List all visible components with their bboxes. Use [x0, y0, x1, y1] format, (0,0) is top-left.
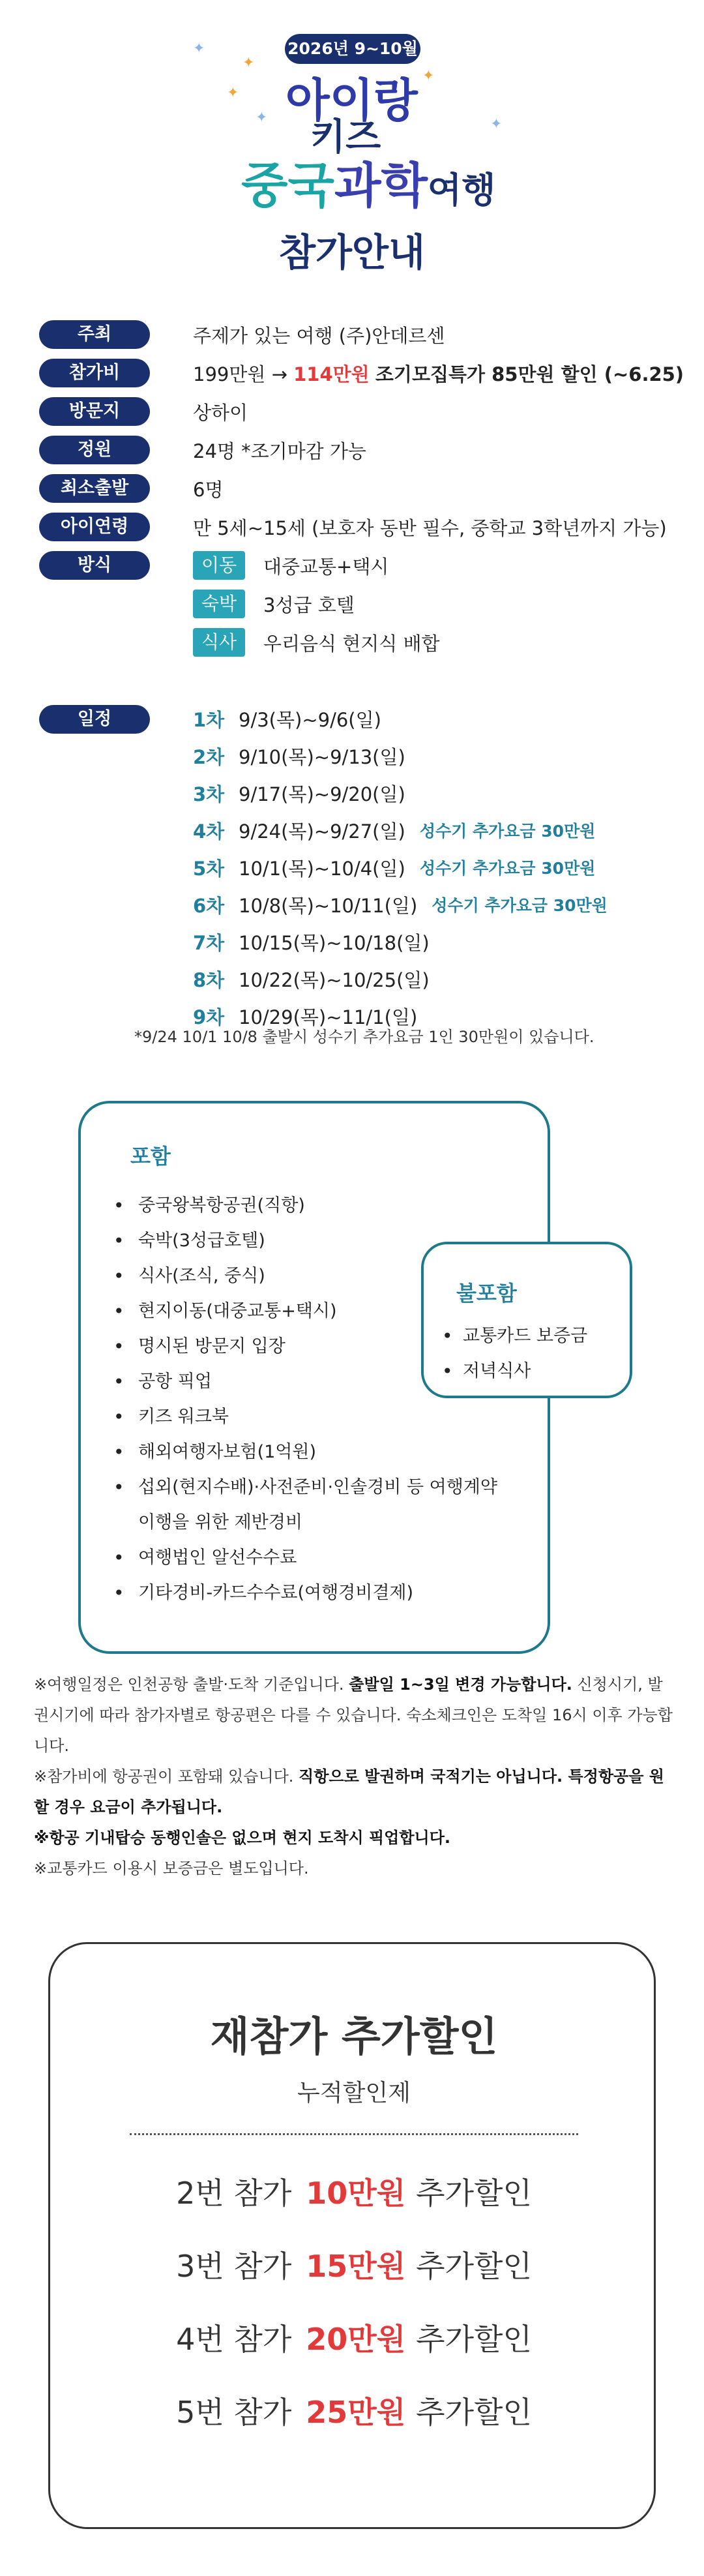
schedule-round: 7차	[193, 931, 225, 954]
schedule-row	[193, 704, 381, 733]
schedule-date: 10/1(목)~10/4(일)	[239, 857, 405, 880]
note-3	[34, 1823, 673, 1853]
sparkle-icon: ✦	[242, 55, 255, 71]
page-title: 참가안내	[278, 230, 426, 275]
date-pill: 2026년 9~10월	[285, 34, 420, 64]
schedule-round: 5차	[193, 857, 225, 880]
rediscount-title: 재참가 추가할인	[210, 2013, 498, 2060]
value-host: 주제가 있는 여행 (주)안데르센	[193, 324, 445, 347]
rediscount-amount: 25만원	[306, 2395, 406, 2430]
method-item	[193, 589, 355, 619]
schedule-date: 9/17(목)~9/20(일)	[239, 783, 405, 805]
note-4: ※교통카드 이용시 보증금은 별도입니다.	[34, 1859, 309, 1878]
note-1-b: 출발일 1~3일 변경 가능합니다.	[349, 1675, 572, 1694]
value-capacity: 24명 *조기마감 가능	[193, 440, 366, 462]
included-item: • 해외여행자보험(1억원)	[111, 1435, 515, 1470]
rediscount-suffix: 추가할인	[416, 2249, 532, 2284]
note-2	[34, 1761, 673, 1823]
value-fee	[193, 360, 684, 387]
schedule-surcharge-note: 성수기 추가요금 30만원	[419, 859, 596, 878]
fee-promo: 조기모집특가 85만원 할인 (~6.25)	[375, 363, 684, 385]
label-host: 주최	[39, 320, 150, 349]
included-item: • 현지이동(대중교통+택시)	[111, 1294, 515, 1329]
value-destination: 상하이	[193, 401, 248, 424]
schedule-row	[193, 853, 595, 882]
method-value: 대중교통+택시	[263, 555, 389, 578]
note-1-a: ※여행일정은 인천공항 출발·도착 기준입니다.	[34, 1675, 349, 1694]
method-tag: 식사	[193, 628, 245, 657]
excluded-item: • 교통카드 보증금	[438, 1319, 587, 1354]
rediscount-subtitle: 누적할인제	[297, 2080, 411, 2106]
rediscount-row	[50, 2389, 658, 2432]
included-title: 포함	[130, 1144, 171, 1169]
schedule-round: 3차	[193, 783, 225, 805]
label-schedule: 일정	[39, 705, 150, 734]
schedule-row	[193, 816, 595, 845]
info-row-fee	[39, 358, 684, 388]
method-value: 3성급 호텔	[263, 593, 355, 616]
included-item: • 여행법인 알선수수료	[111, 1540, 515, 1576]
fee-price: 114만원	[293, 363, 370, 385]
rediscount-count: 3번 참가	[176, 2249, 292, 2284]
schedule-date: 10/22(목)~10/25(일)	[239, 968, 430, 991]
included-item: • 식사(조식, 중식)	[111, 1259, 515, 1294]
rediscount-box	[48, 1942, 656, 2529]
fee-original: 199만원 →	[193, 363, 287, 385]
logo-line3-a: 중국	[241, 158, 334, 214]
schedule-date: 10/15(목)~10/18(일)	[239, 931, 430, 954]
info-row-host	[39, 320, 445, 350]
schedule-date: 9/3(목)~9/6(일)	[239, 708, 381, 731]
excluded-title: 불포함	[456, 1281, 517, 1306]
schedule-row	[193, 927, 430, 956]
schedule-round: 6차	[193, 894, 225, 917]
note-1-c: 신청시기, 발권시기에 따라 참가자별로 항공편은 다를 수 있습니다. 숙소체크인은 도착일 16시 이후 가능합니다.	[34, 1675, 673, 1755]
schedule-row	[193, 779, 405, 807]
rediscount-row	[50, 2243, 658, 2286]
label-minimum: 최소출발	[39, 474, 150, 503]
logo-line3	[241, 147, 495, 217]
logo-line3-c: 여행	[427, 170, 496, 211]
info-row-destination	[39, 397, 248, 427]
schedule-round: 8차	[193, 968, 225, 991]
method-item	[193, 627, 440, 657]
note-1	[34, 1670, 673, 1761]
rediscount-suffix: 추가할인	[416, 2176, 532, 2211]
included-item: • 명시된 방문지 입장	[111, 1329, 515, 1364]
excluded-box	[421, 1242, 632, 1398]
label-fee: 참가비	[39, 359, 150, 387]
method-tag: 숙박	[193, 590, 245, 618]
logo-line1: 아이랑	[286, 74, 418, 127]
rediscount-suffix: 추가할인	[416, 2322, 532, 2357]
logo-line2: 키즈	[310, 116, 381, 158]
sparkle-icon: ✦	[490, 116, 503, 132]
dotted-divider	[130, 2133, 578, 2135]
schedule-round: 2차	[193, 745, 225, 768]
sparkle-icon: ✦	[422, 68, 435, 84]
logo-line3-b: 과학	[334, 158, 428, 214]
label-capacity: 정원	[39, 436, 150, 464]
schedule-date: 10/29(목)~11/1(일)	[239, 1006, 418, 1028]
info-row-method	[39, 550, 150, 580]
included-item: • 섭외(현지수배)·사전준비·인솔경비 등 여행계약 이행을 위한 제반경비	[111, 1470, 515, 1540]
rediscount-count: 5번 참가	[176, 2395, 292, 2430]
schedule-row	[193, 965, 430, 993]
rediscount-amount: 20만원	[306, 2322, 406, 2357]
info-row-minimum	[39, 473, 223, 503]
included-item: • 숙박(3성급호텔)	[111, 1223, 515, 1259]
schedule-round: 4차	[193, 820, 225, 843]
rediscount-amount: 15만원	[306, 2249, 406, 2284]
included-item: • 키즈 워크북	[111, 1400, 515, 1435]
sparkle-icon: ✦	[193, 40, 205, 57]
note-2-b: 직항으로 발권하며 국적기는 아닙니다. 특정항공을 원할 경우 요금이 추가됩니다.	[34, 1767, 664, 1816]
included-item: • 공항 픽업	[111, 1364, 515, 1400]
sparkle-icon: ✦	[227, 85, 239, 101]
method-value: 우리음식 현지식 배합	[263, 632, 440, 655]
excluded-item: • 저녁식사	[438, 1354, 587, 1389]
label-destination: 방문지	[39, 397, 150, 426]
schedule-surcharge-note: 성수기 추가요금 30만원	[432, 896, 608, 915]
method-item	[193, 550, 389, 580]
header	[0, 0, 704, 287]
note-2-a: ※참가비에 항공권이 포함돼 있습니다.	[34, 1767, 299, 1786]
info-row-schedule	[39, 704, 150, 734]
rediscount-suffix: 추가할인	[416, 2395, 532, 2430]
schedule-round: 1차	[193, 708, 225, 731]
value-minimum: 6명	[193, 478, 224, 501]
label-method: 방식	[39, 551, 150, 580]
notes	[34, 1670, 673, 1884]
info-row-capacity	[39, 435, 366, 465]
method-tag: 이동	[193, 551, 245, 580]
schedule-date: 9/10(목)~9/13(일)	[239, 745, 405, 768]
included-item: • 기타경비-카드수수료(여행경비결제)	[111, 1576, 515, 1611]
schedule-date: 10/8(목)~10/11(일)	[239, 894, 418, 917]
note-3-text: ※항공 기내탑승 동행인솔은 없으며 현지 도착시 픽업합니다.	[34, 1829, 450, 1847]
schedule-date: 9/24(목)~9/27(일)	[239, 820, 405, 843]
sparkle-icon: ✦	[256, 110, 268, 126]
value-age: 만 5세~15세 (보호자 동반 필수, 중학교 3학년까지 가능)	[193, 517, 667, 539]
info-row-age	[39, 512, 667, 542]
excluded-list	[438, 1319, 587, 1389]
schedule-row	[193, 741, 405, 770]
rediscount-count: 2번 참가	[176, 2176, 292, 2211]
rediscount-count: 4번 참가	[176, 2322, 292, 2357]
included-item: • 중국왕복항공권(직항)	[111, 1188, 515, 1223]
rediscount-row	[50, 2316, 658, 2359]
schedule-row	[193, 890, 608, 919]
rediscount-amount: 10만원	[306, 2176, 406, 2211]
rediscount-row	[50, 2170, 658, 2213]
schedule-footnote: *9/24 10/1 10/8 출발시 성수기 추가요금 1인 30만원이 있습니다.	[134, 1028, 594, 1046]
schedule-round: 9차	[193, 1006, 225, 1028]
label-age: 아이연령	[39, 513, 150, 541]
schedule-surcharge-note: 성수기 추가요금 30만원	[419, 822, 596, 841]
